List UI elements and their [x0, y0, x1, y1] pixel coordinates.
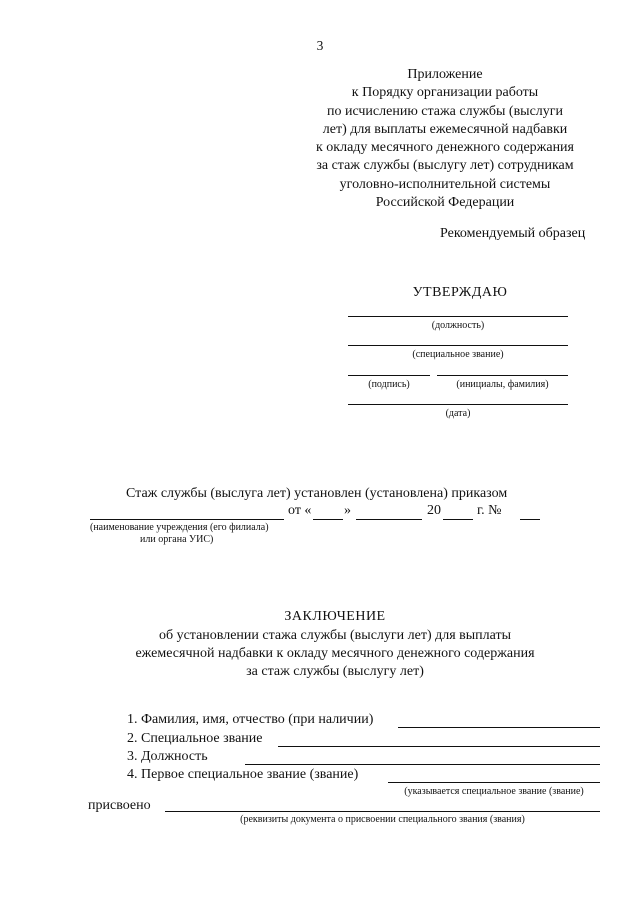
conclusion-title: ЗАКЛЮЧЕНИЕ [284, 609, 386, 624]
position-caption: (должность) [431, 320, 485, 331]
rank-caption: (специальное звание) [412, 349, 504, 360]
field-rank-line[interactable] [278, 746, 600, 747]
field-first-rank-label: 4. Первое специальное звание (звание) [127, 767, 359, 782]
date-line[interactable] [348, 404, 568, 405]
field-position-line[interactable] [245, 764, 600, 765]
order-year-line[interactable] [443, 519, 473, 520]
appendix-line: уголовно-исполнительной системы [339, 176, 551, 192]
position-line[interactable] [348, 316, 568, 317]
field-full-name-label: 1. Фамилия, имя, отчество (при наличии) [127, 712, 374, 727]
order-month-line[interactable] [356, 519, 422, 520]
appendix-line: Российской Федерации [375, 195, 515, 211]
field-rank-label: 2. Специальное звание [127, 731, 263, 746]
field-full-name-line[interactable] [398, 727, 600, 728]
order-day-line[interactable] [313, 519, 343, 520]
initials-line[interactable] [437, 375, 568, 376]
assigned-caption: (реквизиты документа о присвоении специального звания (звания) [240, 814, 525, 825]
initials-caption: (инициалы, фамилия) [456, 379, 549, 390]
assigned-label: присвоено [88, 798, 151, 813]
institution-caption-2: или органа УИС) [140, 534, 214, 545]
conclusion-subtitle-line: ежемесячной надбавки к окладу месячного денежного содержания [135, 646, 535, 661]
page-number: 3 [316, 38, 324, 53]
rank-line[interactable] [348, 345, 568, 346]
assigned-line[interactable] [165, 811, 600, 812]
appendix-line: по исчислению стажа службы (выслуги [326, 103, 564, 119]
recommended-sample-label: Рекомендуемый образец [440, 226, 586, 241]
order-from-mid: » [344, 503, 351, 518]
field-first-rank-line[interactable] [388, 782, 600, 783]
conclusion-subtitle-line: за стаж службы (выслугу лет) [246, 664, 424, 679]
institution-caption: (наименование учреждения (его филиала) [90, 522, 269, 533]
conclusion-subtitle [100, 627, 570, 681]
signature-line[interactable] [348, 375, 430, 376]
order-text: Стаж службы (выслуга лет) установлен (установлена) приказом [126, 486, 508, 501]
appendix-line: к Порядку организации работы [351, 85, 539, 101]
date-caption: (дата) [445, 408, 471, 419]
signature-caption: (подпись) [368, 379, 410, 390]
field-first-rank-caption: (указывается специальное звание (звание) [404, 786, 584, 797]
institution-line[interactable] [90, 519, 284, 520]
order-year-prefix: 20 [427, 503, 441, 518]
order-number-line[interactable] [520, 519, 540, 520]
appendix-line: за стаж службы (выслугу лет) сотрудникам [316, 158, 574, 174]
conclusion-subtitle-line: об установлении стажа службы (выслуги лет) для выплаты [158, 628, 512, 643]
order-from-prefix: от « [288, 503, 312, 518]
order-number-prefix: г. № [477, 503, 502, 518]
approve-title: УТВЕРЖДАЮ [412, 285, 508, 300]
appendix-line: Приложение [407, 67, 483, 82]
appendix-line: к окладу месячного денежного содержания [316, 140, 574, 156]
appendix-block [300, 66, 590, 212]
field-position-label: 3. Должность [127, 749, 208, 764]
appendix-line: лет) для выплаты ежемесячной надбавки [322, 121, 568, 137]
